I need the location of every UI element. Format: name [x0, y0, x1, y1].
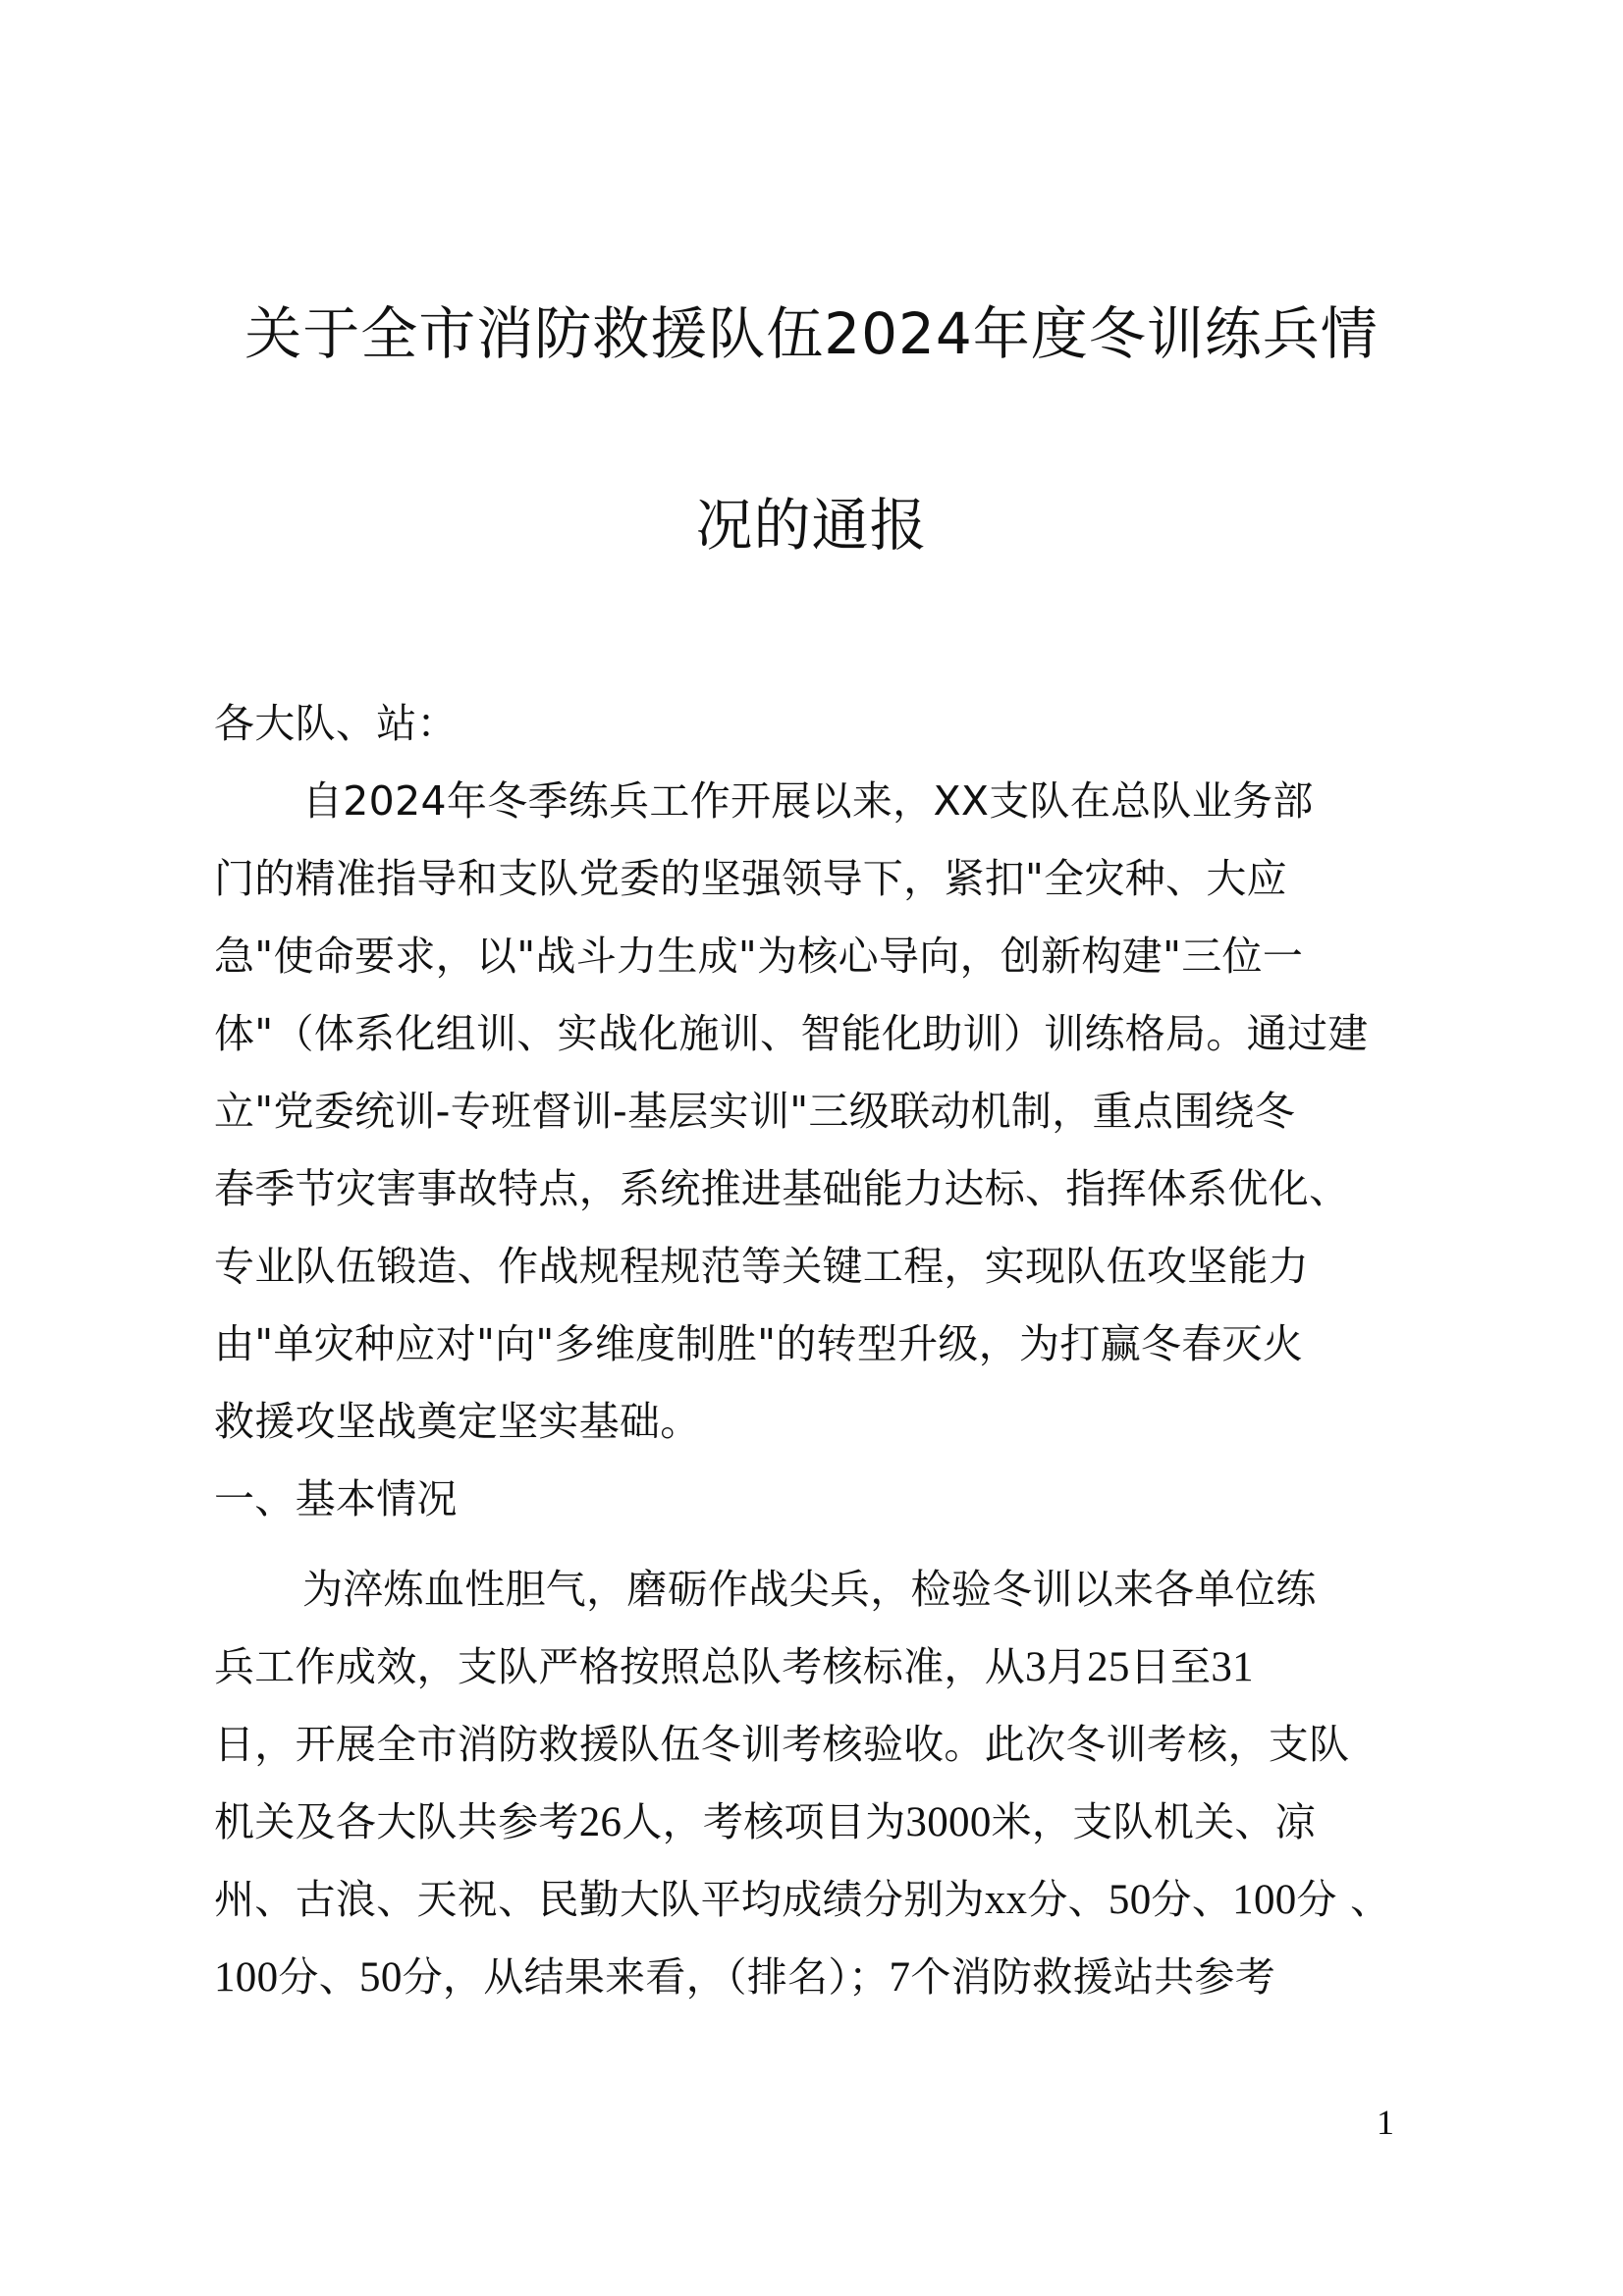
paragraph-1-line-9: 救援攻坚战奠定坚实基础。 — [214, 1398, 701, 1445]
text-segment: 米，支队机关、凉 — [991, 1798, 1317, 1845]
score-placeholder: xx — [984, 1877, 1028, 1923]
score-value: 50 — [359, 1954, 403, 2001]
paragraph-2-line-1: 为淬炼血性胆气，磨砺作战尖兵，检验冬训以来各单位练 — [302, 1566, 1317, 1613]
text-segment: 分，从结果来看，（排名）； — [402, 1953, 890, 2001]
paragraph-2-line-5 — [214, 1872, 1390, 1928]
text-segment: 兵工作成效，支队严格按照总队考核标准，从 — [214, 1643, 1025, 1690]
paragraph-1-line-8: 由"单灾种应对"向"多维度制胜"的转型升级，为打赢冬春灭火 — [214, 1320, 1304, 1367]
text-segment: 州、古浪、天祝、民勤大队平均成绩分别为 — [214, 1876, 985, 1923]
score-value: 100 — [1232, 1877, 1297, 1923]
paragraph-2-line-2 — [214, 1639, 1254, 1695]
document-title-line-2: 况的通报 — [695, 492, 928, 559]
paragraph-1-line-6: 春季节灾害事故特点，系统推进基础能力达标、指挥体系优化、 — [214, 1165, 1350, 1212]
paragraph-1-line-3: 急"使命要求，以"战斗力生成"为核心导向，创新构建"三位一 — [214, 933, 1304, 980]
text-segment: 机关及各大队共参考 — [214, 1798, 579, 1845]
number-start-day: 25 — [1087, 1644, 1130, 1690]
document-title-line-1: 关于全市消防救援队伍2024年度冬训练兵情 — [244, 300, 1379, 367]
paragraph-1-line-4: 体"（体系化组训、实战化施训、智能化助训）训练格局。通过建 — [214, 1010, 1369, 1057]
number-distance: 3000 — [905, 1799, 992, 1845]
number-month: 3 — [1025, 1644, 1047, 1690]
paragraph-2-line-4 — [214, 1794, 1316, 1850]
section-1-heading: 一、基本情况 — [214, 1475, 458, 1522]
number-end-day: 31 — [1211, 1644, 1254, 1690]
paragraph-1-line-7: 专业队伍锻造、作战规程规范等关键工程，实现队伍攻坚能力 — [214, 1243, 1310, 1290]
paragraph-1-line-2: 门的精准指导和支队党委的坚强领导下，紧扣"全灾种、大应 — [214, 855, 1287, 902]
page-number: 1 — [1377, 2103, 1394, 2142]
score-value: 100 — [214, 1954, 279, 2001]
number-participants: 26 — [578, 1799, 622, 1845]
text-segment: 个消防救援站共参考 — [910, 1953, 1276, 2001]
salutation: 各大队、站： — [214, 700, 458, 747]
text-segment: 人，考核项目为 — [622, 1798, 906, 1845]
score-value: 50 — [1108, 1877, 1152, 1923]
text-segment: 月 — [1046, 1643, 1088, 1690]
paragraph-2-line-3: 日，开展全市消防救援队伍冬训考核验收。此次冬训考核，支队 — [214, 1721, 1350, 1768]
text-segment: 分、 — [1151, 1876, 1233, 1923]
paragraph-1-line-1: 自2024年冬季练兵工作开展以来，XX支队在总队业务部 — [302, 777, 1314, 825]
text-segment: 日至 — [1129, 1643, 1212, 1690]
text-segment: 分、 — [1027, 1876, 1109, 1923]
paragraph-2-line-6 — [214, 1949, 1275, 2005]
text-segment: 分 、 — [1296, 1876, 1391, 1923]
number-stations: 7 — [889, 1954, 911, 2001]
text-segment: 分、 — [278, 1953, 360, 2001]
paragraph-1-line-5: 立"党委统训-专班督训-基层实训"三级联动机制，重点围绕冬 — [214, 1088, 1296, 1135]
